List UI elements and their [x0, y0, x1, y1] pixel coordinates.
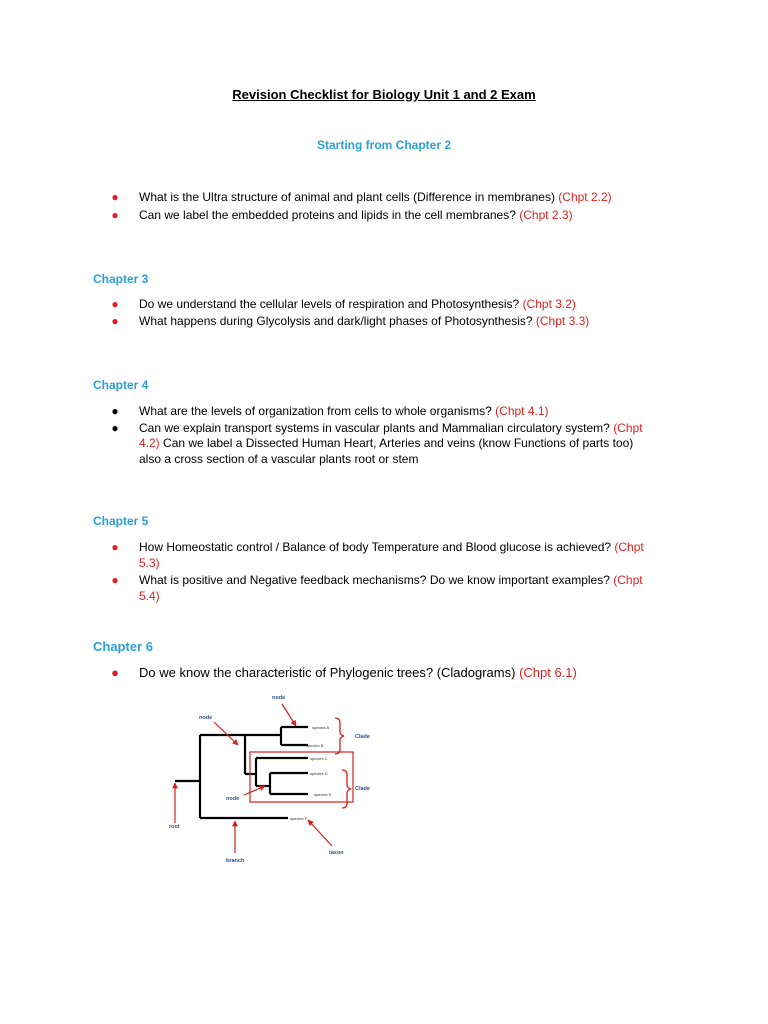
bullet-icon: ●: [111, 420, 119, 435]
chapter-5-list: [110, 540, 650, 604]
item-text: What is the Ultra structure of animal and plant cells (Difference in membranes): [139, 190, 559, 204]
chapter-reference: (Chpt 2.3): [519, 207, 573, 222]
item-text: Can we explain transport systems in vascular plants and Mammalian circulatory system?: [139, 420, 614, 435]
list-item: [110, 190, 670, 206]
bullet-icon: ●: [111, 540, 119, 554]
item-text: How Homeostatic control / Balance of body Temperature and Blood glucose is achieved?: [139, 540, 615, 554]
branch-label: branch: [226, 858, 245, 864]
chapter-reference: (Chpt 4.1): [495, 404, 549, 418]
clade-label: Clade: [355, 734, 370, 740]
item-text: What happens during Glycolysis and dark/light phases of Photosynthesis?: [139, 313, 536, 328]
chapter-3-heading: Chapter 3: [93, 272, 149, 286]
chapter-4-list: [110, 404, 655, 467]
list-item: [110, 421, 655, 468]
bullet-icon: ●: [111, 404, 119, 418]
species-label: species A: [312, 725, 330, 730]
species-label: species C: [310, 756, 328, 761]
item-text-continued: Can we label a Dissected Human Heart, Arteries and veins (know Functions of parts too) also a cross section of a vascular plants root or stem: [139, 436, 634, 466]
arrow-icons: [175, 704, 332, 853]
species-label: species F: [290, 816, 308, 821]
chapter-2-list: [110, 190, 670, 223]
item-text: Can we label the embedded proteins and lipids in the cell membranes?: [139, 207, 520, 222]
document-subtitle: Starting from Chapter 2: [316, 138, 451, 152]
list-item: [110, 540, 650, 571]
chapter-reference: (Chpt 5.4): [139, 573, 643, 603]
species-label: species D: [310, 771, 328, 776]
chapter-5-heading: Chapter 5: [93, 514, 149, 528]
list-item: [110, 208, 670, 224]
bullet-icon: ●: [111, 313, 119, 328]
item-text: What is positive and Negative feedback mechanisms? Do we know important examples?: [139, 573, 614, 587]
item-text: Do we know the characteristic of Phylogenic trees? (Cladograms): [139, 665, 520, 680]
list-item: [110, 404, 655, 420]
cladogram-figure: [140, 690, 390, 865]
document-title: Revision Checklist for Biology Unit 1 and 2 Exam: [232, 87, 536, 102]
chapter-reference: (Chpt 4.2): [139, 420, 643, 450]
clade-label: Clade: [355, 786, 370, 792]
taxon-label: taxon: [329, 850, 344, 856]
bullet-icon: ●: [111, 190, 119, 204]
chapter-6-heading: Chapter 6: [93, 639, 153, 654]
bullet-icon: ●: [111, 573, 119, 587]
chapter-6-list: [110, 665, 670, 681]
node-label: node: [199, 715, 213, 721]
chapter-reference: (Chpt 2.2): [558, 190, 612, 204]
chapter-reference: (Chpt 3.2): [522, 297, 576, 311]
list-item: [110, 573, 650, 604]
chapter-reference: (Chpt 5.3): [139, 540, 644, 570]
list-item: [110, 314, 670, 330]
species-label: species B: [306, 743, 324, 748]
species-label: species E: [314, 792, 332, 797]
bullet-icon: ●: [111, 665, 119, 680]
chapter-reference: (Chpt 6.1): [519, 665, 577, 680]
chapter-reference: (Chpt 3.3): [535, 313, 590, 328]
item-text: What are the levels of organization from cells to whole organisms?: [139, 404, 496, 418]
root-label: root: [169, 824, 180, 830]
bullet-icon: ●: [111, 207, 119, 222]
bullet-icon: ●: [111, 297, 119, 311]
clade-brace-icon: [335, 718, 344, 754]
item-text: Do we understand the cellular levels of respiration and Photosynthesis?: [139, 297, 523, 311]
node-label: node: [272, 695, 286, 701]
chapter-4-heading: Chapter 4: [93, 378, 149, 392]
chapter-3-list: [110, 297, 670, 329]
list-item: [110, 665, 670, 681]
tree-branches: [175, 727, 308, 818]
node-label: node: [226, 796, 240, 802]
list-item: [110, 297, 670, 313]
